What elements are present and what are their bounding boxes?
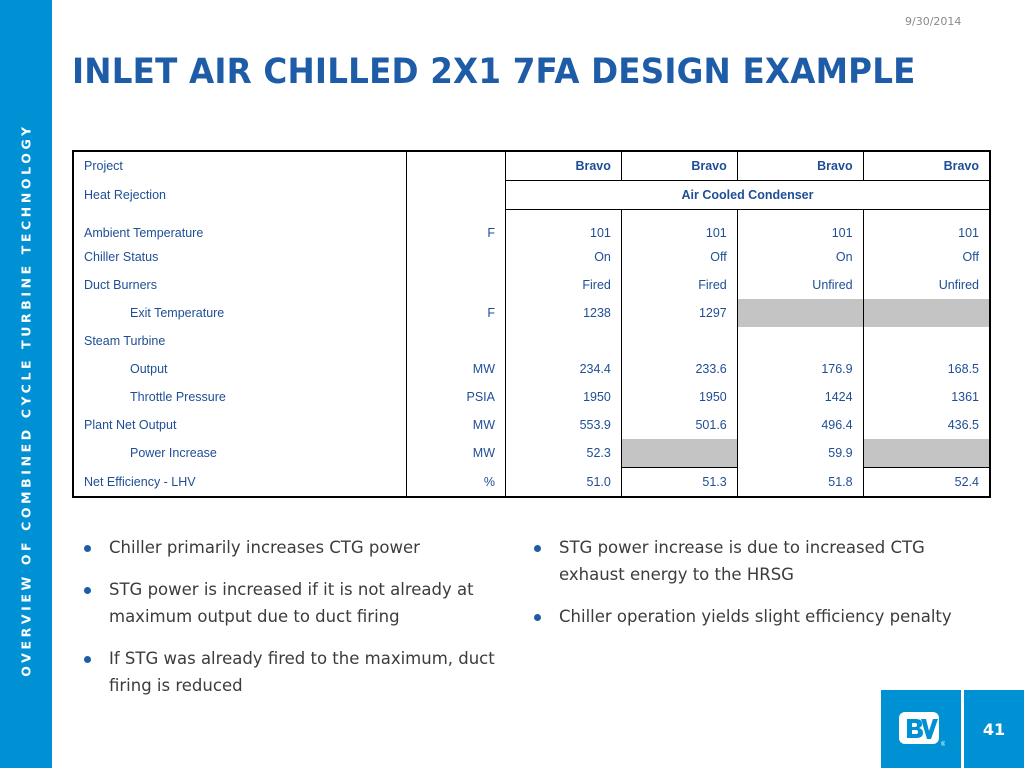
row-label: Output	[73, 355, 407, 383]
value-cell: 553.9	[506, 411, 622, 439]
row-label: Heat Rejection	[73, 181, 407, 210]
table-row-steam-turbine	[73, 327, 990, 355]
value-cell: Fired	[621, 271, 737, 299]
table-row-power-increase	[73, 439, 990, 468]
value-cell: Unfired	[863, 271, 990, 299]
value-cell: 436.5	[863, 411, 990, 439]
value-cell: On	[506, 243, 622, 271]
shaded-cell	[621, 439, 737, 468]
sidebar-band	[0, 0, 52, 768]
value-cell	[621, 327, 737, 355]
value-cell: 176.9	[737, 355, 863, 383]
sidebar-label: OVERVIEW OF COMBINED CYCLE TURBINE TECHNOLOGY	[18, 123, 34, 677]
bullet-text: Chiller operation yields slight efficiency penalty	[559, 607, 952, 626]
bullet-text: If STG was already fired to the maximum, duct firing is reduced	[109, 649, 495, 695]
table-row-chiller-status	[73, 243, 990, 271]
value-cell: 1950	[621, 383, 737, 411]
page-number: 41	[964, 690, 1024, 768]
table-row-ambient-temperature	[73, 210, 990, 244]
table-row-throttle-pressure	[73, 383, 990, 411]
row-label: Exit Temperature	[73, 299, 407, 327]
row-label: Steam Turbine	[73, 327, 407, 355]
value-cell: 59.9	[737, 439, 863, 468]
bullet-dot-icon	[534, 614, 541, 621]
unit-cell: F	[407, 299, 506, 327]
row-label: Duct Burners	[73, 271, 407, 299]
table-row-exit-temperature	[73, 299, 990, 327]
value-cell: On	[737, 243, 863, 271]
value-cell: 1238	[506, 299, 622, 327]
unit-cell	[407, 151, 506, 181]
bullet-dot-icon	[84, 545, 91, 552]
value-cell: 1297	[621, 299, 737, 327]
slide-date: 9/30/2014	[905, 15, 962, 28]
logo-trademark: ®	[941, 742, 945, 748]
value-cell: 52.4	[863, 468, 990, 498]
value-cell: 1424	[737, 383, 863, 411]
unit-cell: PSIA	[407, 383, 506, 411]
unit-cell: F	[407, 210, 506, 244]
value-cell: Off	[863, 243, 990, 271]
table-row-project	[73, 151, 990, 181]
value-cell: 52.3	[506, 439, 622, 468]
bullet-item	[532, 603, 972, 630]
shaded-cell	[863, 299, 990, 327]
table-row-plant-net-output	[73, 411, 990, 439]
unit-cell: MW	[407, 355, 506, 383]
value-cell: 501.6	[621, 411, 737, 439]
value-cell: 168.5	[863, 355, 990, 383]
bullet-item	[532, 534, 972, 588]
value-cell: 101	[863, 210, 990, 244]
unit-cell: MW	[407, 411, 506, 439]
table-row-st-output	[73, 355, 990, 383]
unit-cell: MW	[407, 439, 506, 468]
value-cell	[506, 327, 622, 355]
value-cell	[863, 327, 990, 355]
value-cell: 51.8	[737, 468, 863, 498]
row-label: Throttle Pressure	[73, 383, 407, 411]
case-1-header: Bravo	[506, 151, 622, 181]
table-row-duct-burners	[73, 271, 990, 299]
row-label: Power Increase	[73, 439, 407, 468]
unit-cell: %	[407, 468, 506, 498]
unit-cell	[407, 271, 506, 299]
value-cell: 234.4	[506, 355, 622, 383]
case-3-header: Bravo	[737, 151, 863, 181]
row-label: Plant Net Output	[73, 411, 407, 439]
heat-rejection-value: Air Cooled Condenser	[506, 181, 991, 210]
value-cell: 101	[506, 210, 622, 244]
page-title: INLET AIR CHILLED 2X1 7FA DESIGN EXAMPLE	[72, 52, 916, 92]
value-cell: 51.3	[621, 468, 737, 498]
case-4-header: Bravo	[863, 151, 990, 181]
bullet-item	[82, 645, 522, 699]
bullet-text: STG power increase is due to increased CTG exhaust energy to the HRSG	[559, 538, 925, 584]
value-cell: Unfired	[737, 271, 863, 299]
bullet-dot-icon	[534, 545, 541, 552]
value-cell: 51.0	[506, 468, 622, 498]
design-example-table	[72, 150, 991, 498]
bv-logo-icon	[899, 710, 945, 748]
table-row-net-efficiency	[73, 468, 990, 498]
row-label: Project	[73, 151, 407, 181]
bullet-text: Chiller primarily increases CTG power	[109, 538, 420, 557]
table-row-heat-rejection	[73, 181, 990, 210]
value-cell: 496.4	[737, 411, 863, 439]
row-label: Net Efficiency - LHV	[73, 468, 407, 498]
value-cell: 101	[621, 210, 737, 244]
company-logo	[881, 690, 961, 768]
bullet-item	[82, 534, 522, 561]
bullet-list-left	[82, 534, 522, 714]
value-cell: Fired	[506, 271, 622, 299]
bullet-dot-icon	[84, 656, 91, 663]
row-label: Ambient Temperature	[73, 210, 407, 244]
shaded-cell	[863, 439, 990, 468]
shaded-cell	[737, 299, 863, 327]
unit-cell	[407, 243, 506, 271]
unit-cell	[407, 181, 506, 210]
value-cell: 233.6	[621, 355, 737, 383]
bullet-item	[82, 576, 522, 630]
unit-cell	[407, 327, 506, 355]
value-cell: 1361	[863, 383, 990, 411]
row-label: Chiller Status	[73, 243, 407, 271]
value-cell	[737, 327, 863, 355]
value-cell: 101	[737, 210, 863, 244]
bullet-dot-icon	[84, 587, 91, 594]
value-cell: 1950	[506, 383, 622, 411]
bullet-text: STG power is increased if it is not already at maximum output due to duct firing	[109, 580, 474, 626]
value-cell: Off	[621, 243, 737, 271]
case-2-header: Bravo	[621, 151, 737, 181]
bullet-list-right	[532, 534, 972, 645]
